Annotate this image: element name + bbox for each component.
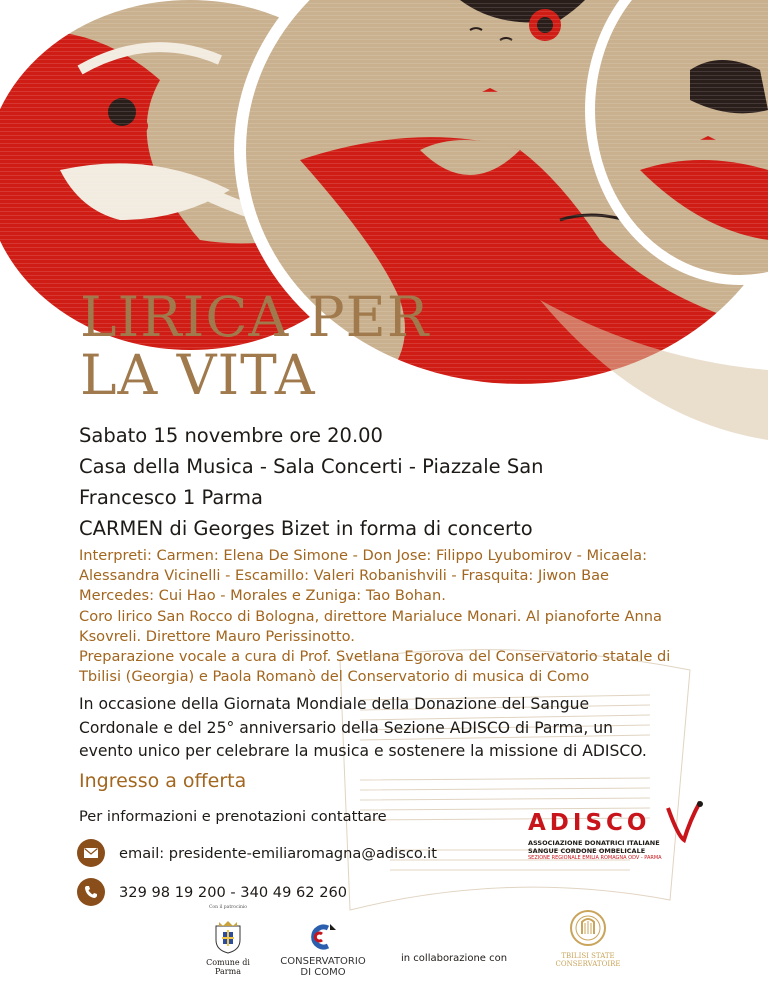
tbilisi-emblem-icon: [568, 908, 608, 948]
performers-line: Mercedes: Cui Hao - Morales e Zuniga: Tao Bohan.: [79, 587, 446, 605]
performers-line: Coro lirico San Rocco di Bologna, direttore Marialuce Monari. Al pianoforte Anna: [79, 607, 662, 625]
como-logo: [278, 922, 368, 978]
title-line-1: LIRICA PER: [80, 285, 430, 349]
performers-line: Interpreti: Carmen: Elena De Simone - Don Jose: Filippo Lyubomirov - Micaela:: [79, 547, 648, 564]
phone-text[interactable]: 329 98 19 200 - 340 49 62 260: [119, 883, 348, 901]
como-label-1: CONSERVATORIO: [280, 956, 366, 967]
parma-crest-icon: [213, 920, 243, 954]
performers-line: Preparazione vocale a cura di Prof. Svetlana Egorova del Conservatorio statale di: [79, 648, 671, 666]
adisco-subtitle-2: SANGUE CORDONE OMBELICALE: [528, 847, 646, 855]
collaboration-text: in collaborazione con: [401, 953, 508, 964]
performers-line: Alessandra Vicinelli - Escamillo: Valeri Robanishvili - Frasquita: Jiwon Bae: [79, 567, 609, 585]
occasion-text: [79, 693, 719, 764]
poster-title: [80, 285, 430, 407]
performers-line: Ksovreli. Direttore Mauro Perissinotto.: [79, 627, 355, 645]
phone-icon: [77, 878, 105, 906]
email-contact[interactable]: [77, 839, 437, 867]
phone-contact[interactable]: [77, 878, 347, 906]
performers-list: [79, 546, 719, 687]
event-date: Sabato 15 novembre ore 20.00: [79, 424, 383, 447]
adisco-subtitle-3: SEZIONE REGIONALE EMILIA ROMAGNA ODV - PARMA: [528, 855, 662, 861]
envelope-icon: [77, 839, 105, 867]
event-venue-line-1: Casa della Musica - Sala Concerti - Piazzale San: [79, 455, 544, 478]
event-details: [79, 420, 544, 544]
entry-note: Ingresso a offerta: [79, 770, 247, 792]
como-label-2: DI COMO: [300, 967, 346, 978]
occasion-line: Cordonale e del 25° anniversario della Sezione ADISCO di Parma, un: [79, 718, 614, 737]
info-line: Per informazioni e prenotazioni contattare: [79, 808, 387, 825]
adisco-logo: [528, 800, 708, 861]
event-venue-line-2: Francesco 1 Parma: [79, 486, 263, 509]
occasion-line: In occasione della Giornata Mondiale della Donazione del Sangue: [79, 695, 590, 713]
patronage-caption: Con il patrocinio: [208, 905, 248, 910]
parma-logo: [198, 905, 258, 976]
email-text[interactable]: email: presidente-emiliaromagna@adisco.it: [119, 844, 437, 862]
adisco-subtitle-1: ASSOCIAZIONE DONATRICI ITALIANE: [528, 839, 660, 847]
parma-label: Comune di Parma: [206, 958, 250, 976]
tbilisi-label-2: CONSERVATOIRE: [555, 960, 621, 968]
performers-line: Tbilisi (Georgia) e Paola Romanò del Conservatorio di musica di Como: [79, 668, 590, 686]
como-c-icon: [306, 922, 340, 952]
occasion-line: evento unico per celebrare la musica e sostenere la missione di ADISCO.: [79, 742, 647, 760]
tbilisi-logo: [548, 908, 628, 968]
tbilisi-label-1: TBILISI STATE: [561, 952, 615, 960]
event-program: CARMEN di Georges Bizet in forma di concerto: [79, 517, 533, 540]
adisco-wordmark: ADISCO: [528, 810, 651, 836]
ribbon-v-icon: [664, 800, 704, 844]
title-line-2: LA VITA: [80, 343, 316, 407]
